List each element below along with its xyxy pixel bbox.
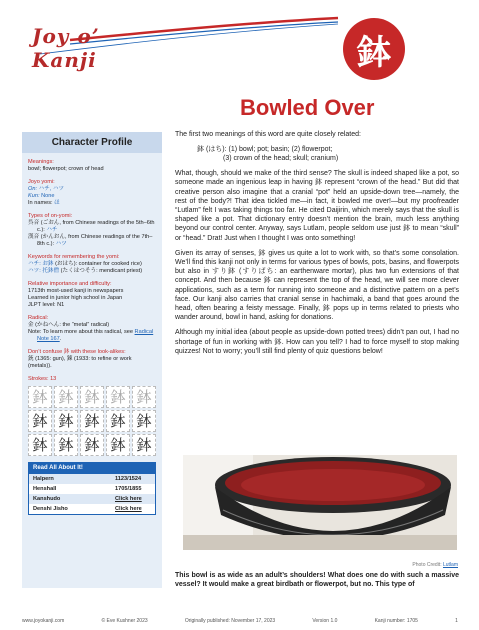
page-title: Bowled Over bbox=[240, 95, 375, 120]
read-heading: Read All About It! bbox=[29, 463, 155, 474]
meanings-text: bowl; flowerpot; crown of head bbox=[28, 166, 104, 172]
read-value: 1705/1855 bbox=[115, 485, 142, 492]
read-row bbox=[29, 494, 155, 504]
keywords-heading: Keywords for remembering the yomi: bbox=[28, 254, 120, 260]
relative-row-3: JLPT level: N1 bbox=[28, 302, 65, 308]
stroke-cell: 鉢 bbox=[54, 434, 78, 456]
read-row bbox=[29, 474, 155, 484]
read-source-name: Kanshudo bbox=[33, 495, 61, 502]
bowl-illustration bbox=[183, 455, 457, 550]
kanji-character: 鉢 bbox=[357, 32, 391, 73]
brand-text: Joy o’ Kanji bbox=[32, 24, 100, 72]
relative-row-2: Learned in junior high school in Japan bbox=[28, 295, 123, 301]
stroke-cell: 鉢 bbox=[54, 410, 78, 432]
stroke-cell: 鉢 bbox=[132, 434, 156, 456]
bowl-photo bbox=[183, 455, 457, 550]
radical-note-link[interactable]: Radical Note 167 bbox=[37, 329, 154, 342]
read-value: 1123/1524 bbox=[115, 475, 142, 482]
meaning-line-1: 鉢 (はち): (1) bowl; pot; basin; (2) flowerpot; bbox=[197, 146, 333, 154]
stroke-cell: 鉢 bbox=[106, 410, 130, 432]
read-link[interactable]: Click here bbox=[115, 505, 142, 512]
sidebar-heading: Character Profile bbox=[22, 132, 162, 153]
stroke-cell: 鉢 bbox=[28, 386, 52, 408]
meanings-heading: Meanings: bbox=[28, 159, 54, 165]
read-source-name: Henshall bbox=[33, 485, 57, 492]
footer-kanji-number: Kanji number: 1705 bbox=[374, 618, 418, 624]
joyo-heading: Joyo yomi: bbox=[28, 179, 55, 185]
stroke-order-grid bbox=[28, 386, 156, 456]
confuse-row: 銃 (1365: gun), 錬 (1933: to refine or work (metals)). bbox=[28, 356, 132, 369]
keyword-row-1: ハチ: お鉢 (おはち): container for cooked rice) bbox=[28, 261, 142, 267]
paragraph-3: Although my initial idea (about people as upside-down potted trees) didn’t pan out, I had no shortage of fun in working with 鉢. How can you tell? I had to force myself to stop making quizzes! Not to worry; you’ll still find plenty of quiz questions below! bbox=[175, 329, 459, 355]
read-link[interactable]: Click here bbox=[115, 495, 142, 502]
brand-logo bbox=[22, 16, 172, 72]
read-row bbox=[29, 484, 155, 494]
meanings-block bbox=[175, 145, 459, 163]
stroke-cell: 鉢 bbox=[54, 386, 78, 408]
stroke-cell: 鉢 bbox=[132, 410, 156, 432]
footer-published: Originally published: November 17, 2023 bbox=[184, 618, 276, 624]
relative-heading: Relative importance and difficulty: bbox=[28, 281, 112, 287]
radical-row-2: Note: To learn more about this radical, see Radical Note 167. bbox=[28, 329, 154, 342]
names-row: In names: ほ bbox=[28, 200, 60, 206]
read-row bbox=[29, 504, 155, 514]
read-all-about-it-box bbox=[28, 462, 156, 515]
read-source-name: Halpern bbox=[33, 475, 54, 482]
footer-copyright: © Eve Kushner 2023 bbox=[101, 618, 148, 624]
stroke-cell: 鉢 bbox=[28, 410, 52, 432]
stroke-cell: 鉢 bbox=[132, 386, 156, 408]
kun-yomi-row: Kun: None bbox=[28, 193, 55, 199]
strokes-label: Strokes: 13 bbox=[28, 376, 57, 382]
on-yomi-row: On: ハチ, ハツ bbox=[28, 186, 65, 192]
stroke-cell: 鉢 bbox=[80, 410, 104, 432]
main-article bbox=[175, 130, 459, 362]
radical-heading: Radical: bbox=[28, 315, 49, 321]
paragraph-1: What, though, should we make of the third sense? The skull is indeed shaped like a pot, so someone made an ingenious leap in having 鉢 represent “crown of the head.” But did that creative person also imagine that a cranial “pot” held an upside-down tree—namely, the rest of the body?! That idea tickled me—in fact, it bowled me over!—but my proofreader “Lutlam” felt I was taking things too far. He cited Daijirin, which merely says that the skull is shaped like a pot. That dictionary entry doesn’t mention the brain, much less anything beyond our control center. Anyway, says Lutlam, people seldom use just 鉢 to mean “skull” or “head.” Drat! Just when I thought I was onto something! bbox=[175, 170, 459, 242]
kanji-emblem bbox=[343, 18, 405, 80]
types-heading: Types of on-yomi: bbox=[28, 213, 73, 219]
paragraph-2: Given its array of senses, 鉢 gives us quite a lot to work with, so that’s some consolation. We’ll find this kanji not only in terms for various types of bowls, pots, basins, and flowerpots but also in すり鉢 (すりばち: an earthenware mortar), plus two fun extensions of that concept. And then because 鉢 can represent the top of the head, we will see more clever applications, such as a term for running into someone and a distinctive pattern on a pet’s face. Our kanji also carries that cranial sense in hachimaki, a band that goes around the head, often bearing a feisty message. Finally, 鉢 pops up in terms related to priests who wander around, bowl in hand, asking for donations. bbox=[175, 249, 459, 322]
meaning-line-2: (3) crown of the head; skull; cranium) bbox=[223, 155, 339, 163]
types-row-1: 呉音 (ごおん, from Chinese readings of the 5th–6th c.): ハチ bbox=[28, 220, 155, 233]
stroke-cell: 鉢 bbox=[80, 386, 104, 408]
radical-row-1: 金 (かねへん: the “metal” radical) bbox=[28, 322, 110, 328]
keyword-row-2: ハツ: 托鉢僧 (たくはつそう: mendicant priest) bbox=[28, 268, 143, 274]
photo-credit: Photo Credit: Lutlam bbox=[412, 562, 458, 568]
stroke-cell: 鉢 bbox=[106, 434, 130, 456]
footer-page: 1 bbox=[455, 618, 458, 624]
footer-site: www.joyokanji.com bbox=[22, 618, 65, 624]
stroke-cell: 鉢 bbox=[28, 434, 52, 456]
photo-caption-text: This bowl is as wide as an adult’s shoulders! What does one do with such a massive vessel? It would make a great birdbath or flowerpot, but no. This type of bbox=[175, 572, 459, 588]
photo-credit-link[interactable]: Lutlam bbox=[442, 562, 458, 568]
types-row-2: 漢音 (かんおん, from Chinese readings of the 7th–8th c.): ハツ bbox=[28, 234, 153, 247]
page-footer bbox=[22, 618, 458, 624]
character-profile-sidebar bbox=[22, 132, 162, 588]
read-source-name: Denshi Jisho bbox=[33, 505, 68, 512]
intro-text: The first two meanings of this word are quite closely related: bbox=[175, 131, 361, 138]
stroke-cell: 鉢 bbox=[106, 386, 130, 408]
confuse-heading: Don’t confuse 鉢 with these look-alikes: bbox=[28, 349, 126, 355]
stroke-cell: 鉢 bbox=[80, 434, 104, 456]
relative-row-1: 1713th most-used kanji in newspapers bbox=[28, 288, 124, 294]
footer-version: Version 1.0 bbox=[312, 618, 338, 624]
